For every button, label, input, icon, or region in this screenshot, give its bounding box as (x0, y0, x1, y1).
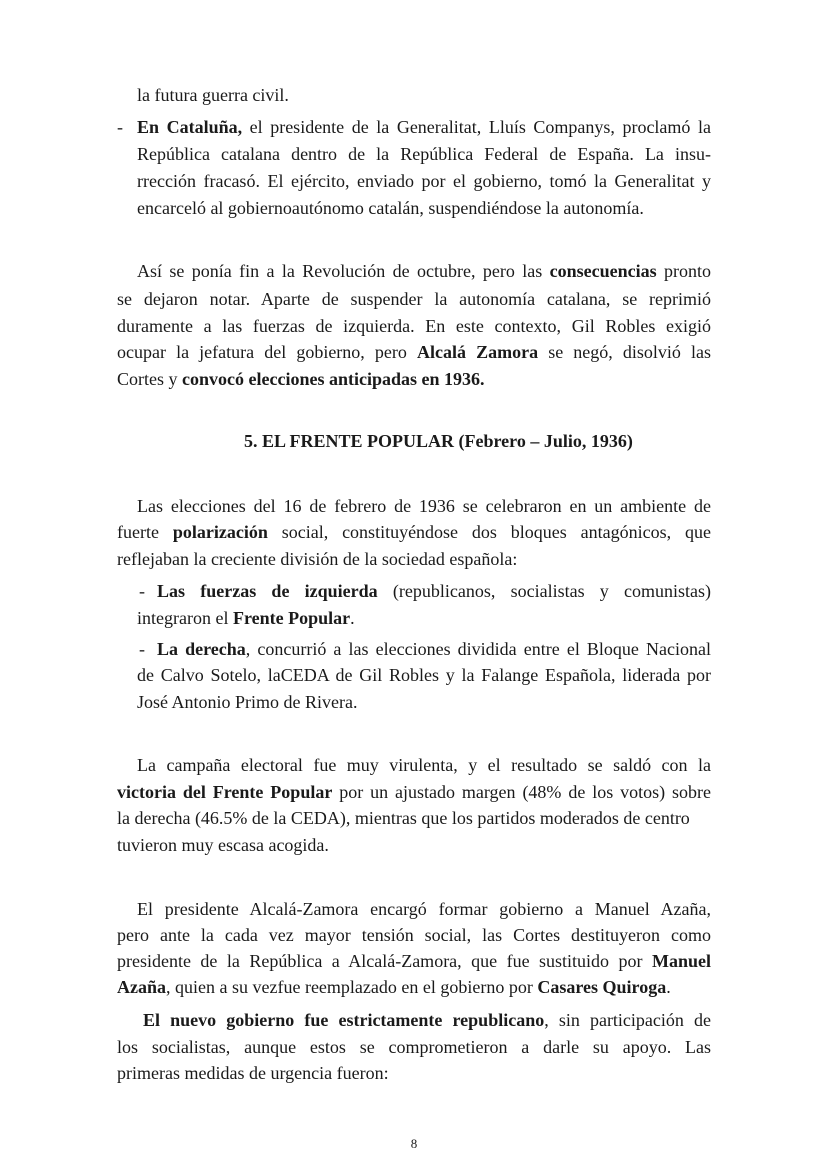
bold-text: convocó elecciones anticipadas en 1936. (182, 369, 485, 389)
campaign-line-4: tuvieron muy escasa acogida. (117, 835, 329, 855)
azana-line-3 (117, 948, 711, 974)
bullet-dash: - (139, 581, 145, 601)
campaign-line-1: La campaña electoral fue muy virulenta, y el resultado se saldó con la (137, 755, 711, 775)
bold-text: Las fuerzas de izquierda (157, 581, 378, 601)
left-forces-line-2 (137, 605, 355, 631)
right-forces-line-2: de Calvo Sotelo, laCEDA de Gil Robles y la Falange Española, liderada por (137, 665, 711, 685)
text: por un ajustado margen (48% de los votos) sobre (332, 782, 712, 802)
text: ocupar la jefatura del gobierno, pero (117, 342, 417, 362)
bold-text: victoria del Frente Popular (117, 782, 333, 802)
text: se negó, disolvió las (538, 342, 711, 362)
azana-line-2: pero ante la cada vez mayor tensión social, las Cortes destituyeron como (117, 925, 711, 945)
bold-text: El nuevo gobierno fue estrictamente republicano (143, 1010, 545, 1030)
text: . (350, 608, 355, 628)
catalonia-line-1 (137, 114, 711, 140)
elections-line-3: reflejaban la creciente división de la sociedad española: (117, 549, 518, 569)
text: Cortes y (117, 369, 182, 389)
bullet-dash: - (139, 639, 145, 659)
right-forces-line-3: José Antonio Primo de Rivera. (137, 692, 358, 712)
text: integraron el (137, 608, 233, 628)
bold-text: Frente Popular (232, 608, 351, 628)
revolution-line-2: se dejaron notar. Aparte de suspender la autonomía catalana, se reprimió (117, 289, 711, 309)
campaign-line-2 (117, 779, 711, 805)
text: (republicanos, socialistas y comunistas) (377, 581, 711, 601)
text: pronto (656, 261, 711, 281)
section-heading: 5. EL FRENTE POPULAR (Febrero – Julio, 1936) (244, 431, 633, 451)
new-government-line-2: los socialistas, aunque estos se comprometieron a darle su apoyo. Las (117, 1037, 711, 1057)
bold-text: La derecha (157, 639, 246, 659)
elections-line-1: Las elecciones del 16 de febrero de 1936 se celebraron en un ambiente de (137, 496, 711, 516)
elections-line-2 (117, 519, 711, 545)
bold-text: polarización (172, 522, 268, 542)
bold-text: consecuencias (549, 261, 657, 281)
azana-line-4 (117, 974, 671, 1000)
bold-text: Azaña (117, 977, 166, 997)
catalonia-text: el presidente de la Generalitat, Lluís Companys, proclamó la (242, 117, 711, 137)
campaign-line-3: la derecha (46.5% de la CEDA), mientras que los partidos moderados de centro (117, 808, 690, 828)
text: . (666, 977, 671, 997)
catalonia-line-3: rrección fracasó. El ejército, enviado por el gobierno, tomó la Generalitat y (137, 171, 711, 191)
catalonia-line-2: República catalana dentro de la República Federal de España. La insu- (137, 144, 711, 164)
right-forces-line-1 (157, 636, 711, 662)
text: , sin participación de (544, 1010, 712, 1030)
revolution-line-3: duramente a las fuerzas de izquierda. En este contexto, Gil Robles exigió (117, 316, 711, 336)
text: presidente de la República a Alcalá-Zamora, que fue sustituido por (117, 951, 652, 971)
bold-text: Casares Quiroga (537, 977, 667, 997)
text: , concurrió a las elecciones dividida entre el Bloque Nacional (245, 639, 711, 659)
revolution-line-4 (117, 339, 711, 365)
revolution-line-1 (137, 258, 711, 284)
text: , quien a su vezfue reemplazado en el gobierno por (166, 977, 538, 997)
new-government-line-1 (143, 1007, 711, 1033)
catalonia-lead: En Cataluña, (137, 117, 243, 137)
bold-text: Manuel (651, 951, 711, 971)
paragraph-tail: la futura guerra civil. (137, 85, 289, 105)
left-forces-line-1 (157, 578, 711, 604)
text: social, constituyéndose dos bloques antagónicos, que (267, 522, 711, 542)
azana-line-1: El presidente Alcalá-Zamora encargó formar gobierno a Manuel Azaña, (137, 899, 711, 919)
page-number: 8 (410, 1136, 418, 1151)
text: fuerte (117, 522, 173, 542)
bold-text: Alcalá Zamora (417, 342, 539, 362)
new-government-line-3: primeras medidas de urgencia fueron: (117, 1063, 389, 1083)
text: Así se ponía fin a la Revolución de octubre, pero las (137, 261, 550, 281)
bullet-dash: - (117, 117, 123, 137)
revolution-line-5 (117, 366, 484, 392)
catalonia-line-4: encarceló al gobiernoautónomo catalán, suspendiéndose la autonomía. (137, 198, 644, 218)
